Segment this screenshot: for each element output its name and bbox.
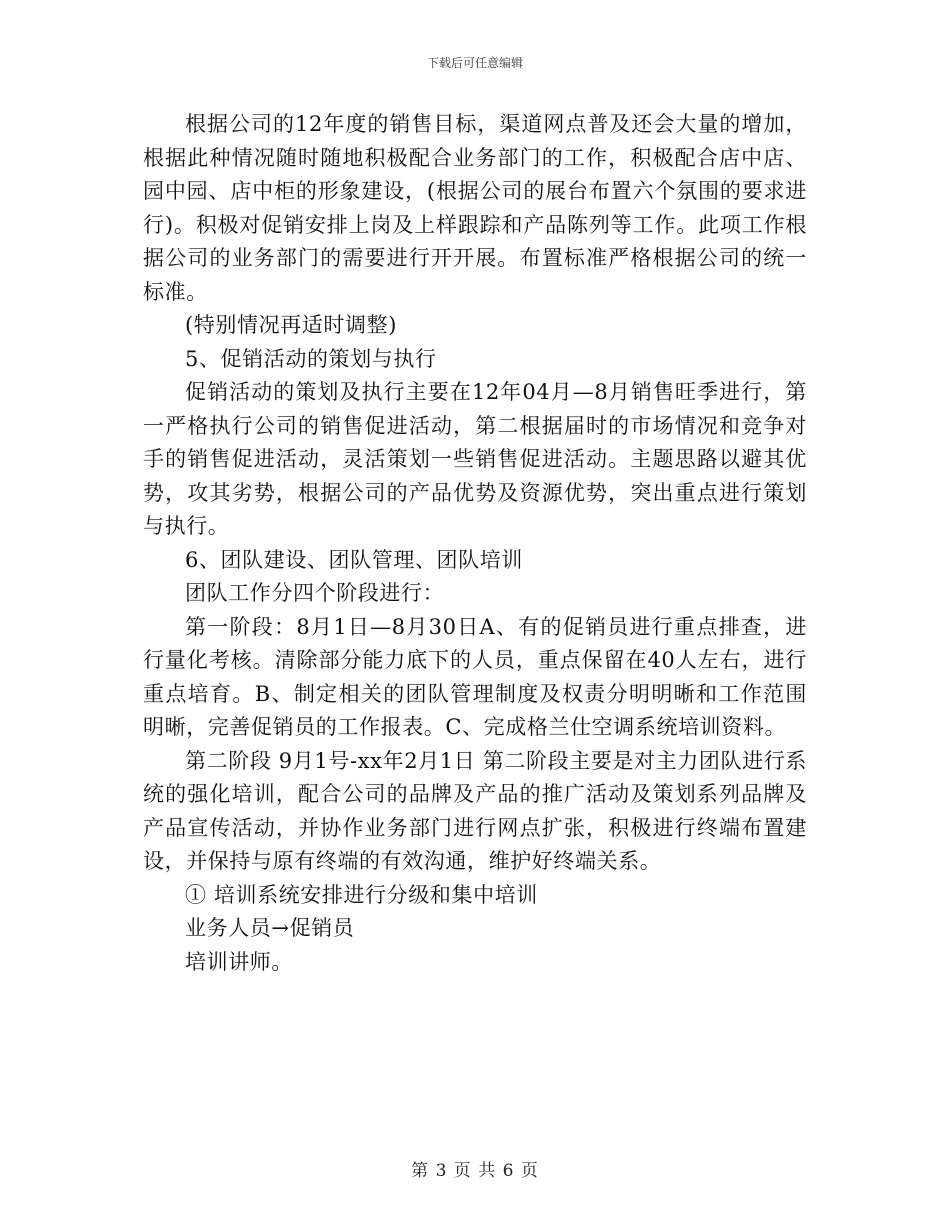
list-item-sales-to-promoter: 业务人员→促销员 bbox=[185, 916, 355, 940]
section-heading-team: 6、团队建设、团队管理、团队培训 bbox=[185, 547, 523, 572]
paragraph-promotion-plan: 促销活动的策划及执行主要在12年04月—8月销售旺季进行，第一严格执行公司的销售促进活动，第二根据届时的市场情况和竞争对手的销售促进活动，灵活策划一些销售促进活动。主题思路以避其优势，攻其劣势，根据公司的产品优势及资源优势，突出重点进行策划与执行。 bbox=[143, 380, 807, 538]
page-header-note: 下载后可任意编辑 bbox=[426, 56, 523, 70]
section-heading-promotion: 5、促销活动的策划与执行 bbox=[185, 346, 437, 371]
document-body bbox=[143, 108, 807, 979]
paragraph-team-stages: 团队工作分四个阶段进行： bbox=[185, 581, 445, 605]
list-item-training-system: ① 培训系统安排进行分级和集中培训 bbox=[185, 882, 538, 907]
paragraph-special-adjustment: (特别情况再适时调整) bbox=[185, 313, 397, 337]
paragraph-stage-one: 第一阶段：8月1日—8月30日A、有的促销员进行重点排查，进行量化考核。清除部分能力底下的人员，重点保留在40人左右，进行重点培育。B、制定相关的团队管理制度及权责分明明晰和工作范围明晰，完善促销员的工作报表。C、完成格兰仕空调系统培训资料。 bbox=[143, 614, 807, 739]
paragraph-stage-two: 第二阶段 9月1号-xx年2月1日 第二阶段主要是对主力团队进行系统的强化培训，配合公司的品牌及产品的推广活动及策划系列品牌及产品宣传活动，并协作业务部门进行网点扩张，积极进行终端布置建设，并保持与原有终端的有效沟通，维护好终端关系。 bbox=[143, 748, 807, 873]
paragraph-channel-support: 根据公司的12年度的销售目标，渠道网点普及还会大量的增加，根据此种情况随时随地积极配合业务部门的工作，积极配合店中店、园中园、店中柜的形象建设，(根据公司的展台布置六个氛围的要求进行)。积极对促销安排上岗及上样跟踪和产品陈列等工作。此项工作根据公司的业务部门的需要进行开开展。布置标准严格根据公司的统一标准。 bbox=[143, 112, 807, 304]
page-number-footer: 第 3 页 共 6 页 bbox=[411, 1161, 539, 1181]
list-item-trainer: 培训讲师。 bbox=[185, 949, 293, 974]
